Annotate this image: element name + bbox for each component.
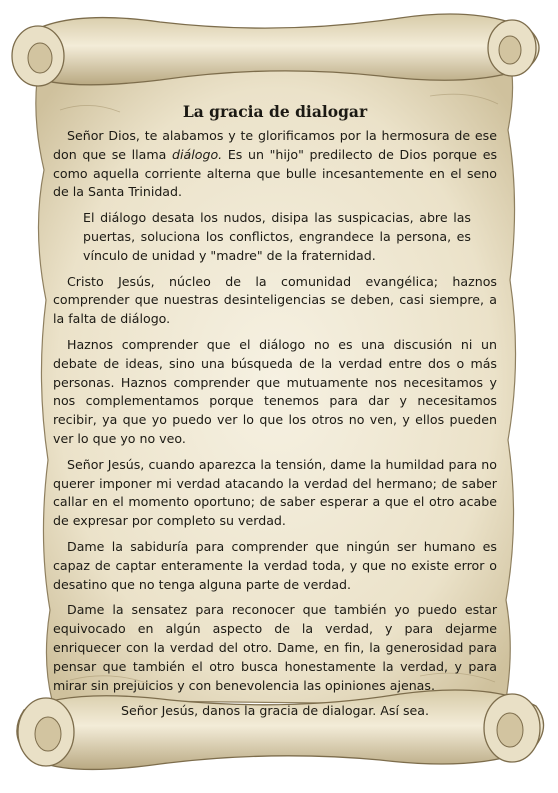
paragraph-4: Haznos comprender que el diálogo no es una discusión ni un debate de ideas, sino una búsqueda de la verdad entre dos o más personas. Haznos comprender que mutuamente nos necesitamos y nos complementamos porque tenemos para dar y necesitamos recibir, ya que yo puedo ver lo que los otros no ven, y ellos pueden ver lo que yo no veo. xyxy=(53,336,497,446)
paragraph-3: Cristo Jesús, núcleo de la comunidad evangélica; haznos comprender que nuestras desinteligencias se deben, casi siempre, a la falta de diálogo. xyxy=(53,273,497,327)
prayer-text xyxy=(53,102,497,728)
paragraph-6: Dame la sabiduría para comprender que ningún ser humano es capaz de captar enteramente la verdad toda, y que no existe error o desatino que no tenga alguna parte de verdad. xyxy=(53,538,497,592)
page-title: La gracia de dialogar xyxy=(182,102,368,121)
paragraph-1-emphasis: diálogo. xyxy=(172,146,223,162)
closing-line: Señor Jesús, danos la gracia de dialogar. Así sea. xyxy=(120,703,429,719)
paragraph-2: El diálogo desata los nudos, disipa las suspicacias, abre las puertas, soluciona los conflictos, engrandece la persona, es vínculo de unidad y "madre" de la fraternidad. xyxy=(83,210,471,263)
paragraph-1-start: Señor Dios, te alabamos y te glorificamos por la hermosura de ese don que se llama xyxy=(53,128,497,162)
paragraph-1 xyxy=(53,127,497,202)
paragraph-1-end: Es un "hijo" predilecto de Dios porque es como aquella corriente alterna que bulle incesantemente en el seno de la Santa Trinidad. xyxy=(53,146,498,200)
paragraph-5: Señor Jesús, cuando aparezca la tensión, dame la humildad para no querer imponer mi verdad atacando la verdad del hermano; de saber callar en el momento oportuno; de saber esperar a que el otro acabe de expresar por completo su verdad. xyxy=(53,456,497,529)
paragraph-7: Dame la sensatez para reconocer que también yo puedo estar equivocado en algún aspecto de la verdad, y para dejarme enriquecer con la verdad del otro. Dame, en fin, la generosidad para pensar que también el otro busca honestamente la verdad, y para mirar sin prejuicios y con benevolencia las opiniones ajenas. xyxy=(53,602,497,693)
